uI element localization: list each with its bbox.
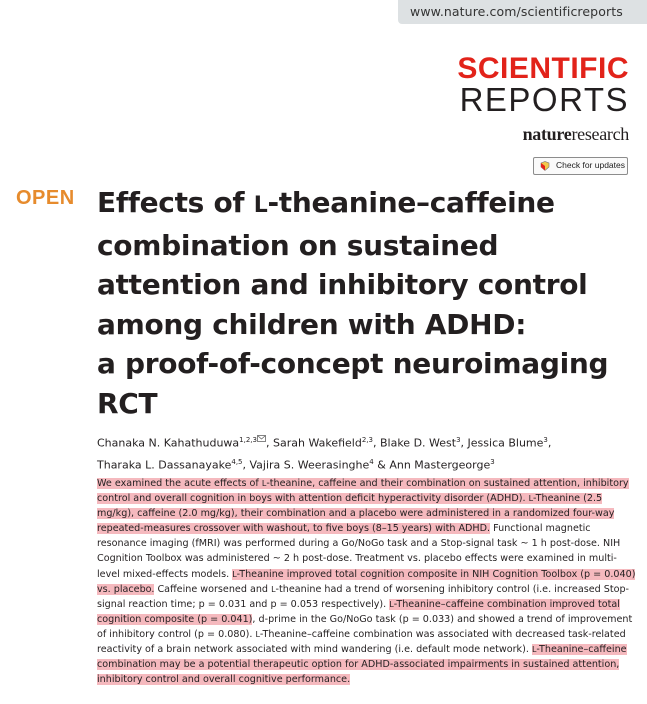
journal-logo-line2: REPORTS [459, 81, 629, 118]
author-affiliation: 3 [490, 457, 495, 466]
publisher-logo [523, 124, 629, 144]
author-list: Chanaka N. Kahathuduwa$^{1,2,3}$ , Sarah Wakefield$^{2,3}$, Blake D. West$^3$, Jessica Blume$^3$, Tharaka L. Dassanayake$^{4,5}$, Vajira S. Weerasinghe$^4$ & Ann Mastergeorge$^3$ [97, 436, 552, 472]
author-name[interactable]: Ann Mastergeorge [389, 458, 491, 472]
abstract-text: -Theanine–caffeine combination improved total cognition composite (p = 0.041) [97, 598, 620, 625]
title-line-1b: L [253, 193, 268, 218]
author-name[interactable]: Blake D. West [379, 436, 457, 450]
title-line-3: attention and inhibitory control [97, 268, 588, 301]
check-updates-icon [540, 161, 550, 171]
abstract-text: -Theanine–caffeine combination may be a potential therapeutic option for ADHD-associated impairments in sustained attention, inhibitory control and overall cognitive performance. [97, 644, 627, 686]
check-for-updates-button[interactable] [533, 157, 628, 175]
title-line-1c: -theanine–caffeine [267, 186, 555, 219]
abstract-smallcaps: L [232, 569, 237, 579]
author-affiliation: 2,3 [361, 436, 373, 444]
abstract-text: Caffeine worsened and [154, 583, 272, 595]
abstract-smallcaps: L [261, 479, 267, 488]
abstract-text: -theanine had a trend of worsening inhibitory control (i.e. increased Stop-signal reaction time; p = 0.031 and p = 0.053 respectively). [97, 583, 630, 610]
author-name[interactable]: Chanaka N. Kahathuduwa [97, 436, 240, 450]
abstract-text: -Theanine–caffeine combination was associated with decreased task-related reactivity of a brain network associated with mind wandering (i.e. default mode network). [97, 628, 626, 656]
title-line-5: a proof-of-concept neuroimaging [97, 347, 609, 380]
author-affiliation: 3 [543, 436, 548, 444]
abstract-smallcaps: L [255, 629, 260, 639]
abstract-smallcaps: L [531, 645, 537, 655]
author-affiliation: 3 [456, 436, 461, 444]
abstract-text: -theanine, caffeine and their combination on sustained attention, inhibitory control and overall cognition in boys with attention deficit hyperactivity disorder (ADHD). [97, 478, 629, 505]
abstract-smallcaps: L [389, 599, 394, 609]
author-affiliation: 1,2,3 [239, 436, 257, 444]
publisher-logo-regular: research [571, 124, 629, 144]
abstract-text: Functional magnetic resonance imaging (fMRI) was performed during a Go/NoGo task and a Stop-signal task ~ 1 h post-dose. NIH Cognition Toolbox was administered ~ 2 h post-dose. Treatment vs. placebo effects were examined in multi-level mixed-effects models. [97, 523, 621, 580]
author-name[interactable]: Tharaka L. Dassanayake [97, 458, 232, 472]
check-for-updates-label: Check for updates [556, 160, 625, 170]
abstract-text: -Theanine improved total cognition composite in NIH Cognition Toolbox (p = 0.040) vs. placebo. [97, 568, 636, 595]
open-access-badge: OPEN [16, 187, 75, 209]
title-line-2: combination on sustained [97, 228, 499, 262]
abstract-text: -Theanine (2.5 mg/kg), caffeine (2.0 mg/kg), their combination and a placebo were administered in a randomized four-way repeated-measures crossover with washout, to five boys (8–15 years) with ADHD. [97, 493, 615, 535]
title-line-6: RCT [97, 386, 158, 420]
publisher-logo-bold: nature [522, 124, 572, 144]
author-affiliation: 4 [369, 457, 374, 466]
abstract [97, 476, 637, 687]
abstract-text: We examined the acute effects of [97, 478, 262, 489]
title-line-4: among children with ADHD: [97, 307, 527, 341]
journal-url[interactable]: www.nature.com/scientificreports [410, 4, 623, 19]
author-name[interactable]: Sarah Wakefield [272, 436, 362, 450]
author-affiliation: 4,5 [231, 457, 243, 466]
author-name[interactable]: Vajira S. Weerasinghe [249, 458, 370, 472]
title-line-1a: Effects of [97, 186, 254, 219]
email-icon[interactable] [257, 435, 266, 442]
author-name[interactable]: Jessica Blume [467, 436, 544, 450]
journal-logo-line1: SCIENTIFIC [457, 52, 629, 85]
url-banner[interactable] [398, 0, 647, 24]
article-title [97, 183, 627, 423]
abstract-text: , d-prime in the Go/NoGo task (p = 0.033) and showed a trend of improvement of inhibitory control (p = 0.080). [97, 613, 633, 640]
abstract-smallcaps: L [271, 584, 276, 594]
abstract-smallcaps: L [528, 494, 534, 504]
